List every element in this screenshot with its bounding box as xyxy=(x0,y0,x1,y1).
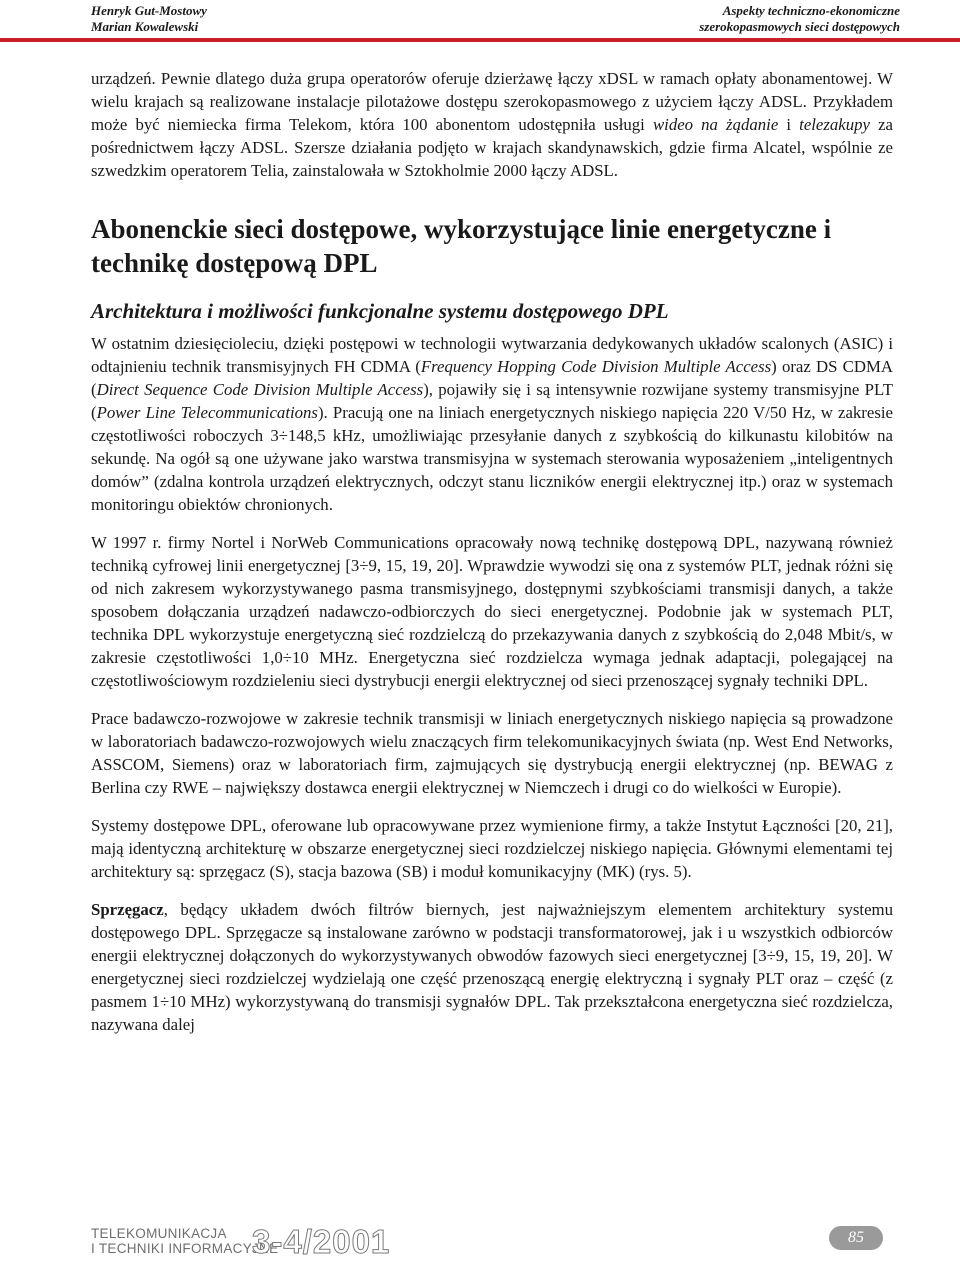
section-title: Abonenckie sieci dostępowe, wykorzystujące linie energetyczne i technikę dostępową DPL xyxy=(91,214,832,278)
body-paragraph xyxy=(91,707,893,799)
text-run: i xyxy=(778,115,800,134)
text-run: W ostatnim dziesięcioleciu, dzięki postępowi w technologii wytwarzania dedykowanych układów scalonych (ASIC) i odtajnieniu technik transmisyjnych FH CDMA ( xyxy=(91,334,893,376)
text-run: ), pojawiły się i są intensywnie rozwijane systemy transmisyjne PLT ( xyxy=(91,380,893,422)
article-body xyxy=(91,67,893,1051)
text-run: Prace badawczo-rozwojowe w zakresie technik transmisji w liniach energetycznych niskiego napięcia są prowadzone w laboratoriach badawczo-rozwojowych wielu znaczących firm telekomunikacyjnych świata (np. West End Networks, ASSCOM, Siemens) oraz w laboratoriach firm, zajmujących się dystrybucją energii elektrycznej (np. BEWAG z Berlina czy RWE – największy dostawca energii elektrycznej w Niemczech i drugi co do wielkości w Europie). xyxy=(91,709,893,797)
header-author: Henryk Gut-Mostowy xyxy=(91,3,207,18)
italic-term: Direct Sequence Code Division Multiple Access xyxy=(96,380,424,399)
magazine-name-line: TELEKOMUNIKACJA xyxy=(91,1226,227,1241)
header-author: Marian Kowalewski xyxy=(91,19,199,34)
body-paragraph xyxy=(91,332,893,516)
header-rule xyxy=(0,38,960,42)
magazine-name-line: I TECHNIKI INFORMACYJNE xyxy=(91,1241,279,1256)
body-paragraph xyxy=(91,531,893,692)
bold-term: Sprzęgacz xyxy=(91,900,164,919)
italic-term: wideo na żądanie xyxy=(652,115,779,134)
text-run: urządzeń. Pewnie dlatego duża grupa operatorów oferuje dzierżawę łączy xDSL w ramach opłaty abonamentowej. W wielu krajach są realizowane instalacje pilotażowe dostępu szerokopasmowego z użyciem łączy ADSL. Przykładem może być niemiecka firma Telekom, która 100 abonentom udostępniła usługi xyxy=(91,69,893,134)
body-paragraph xyxy=(91,814,893,883)
issue-number: 3-4/2001 xyxy=(252,1223,391,1260)
page-number-badge: 85 xyxy=(829,1226,883,1250)
magazine-name xyxy=(91,1226,278,1256)
text-run: za pośrednictwem łączy ADSL. Szersze działania podjęto w krajach skandynawskich, gdzie firma Alcatel, wspólnie ze szwedzkim operatorem Telia, zainstalowała w Sztokholmie 2000 łączy ADSL. xyxy=(91,115,893,180)
header-title-line: Aspekty techniczno-ekonomiczne xyxy=(722,3,900,18)
italic-term: Frequency Hopping Code Division Multiple Access xyxy=(420,357,772,376)
text-run: ) oraz DS CDMA ( xyxy=(91,357,894,399)
text-run: , będący układem dwóch filtrów biernych, jest najważniejszym elementem architektury systemu dostępowego DPL. Sprzęgacze są instalowane zarówno w podstacji transformatorowej, jak i u wszystkich odbiorców energii elektrycznej dołączonych do wykorzystywanych obwodów fazowych sieci energetycznej [3÷9, 15, 19, 20]. W energetycznej sieci rozdzielczej wydzielają one część przenoszącą energię elektryczną i sygnały PLT oraz – część (z pasmem 1÷10 MHz) wykorzystywaną do transmisji sygnałów DPL. Tak przekształcona energetyczna sieć rozdzielcza, nazywana dalej xyxy=(91,900,893,1034)
italic-term: Power Line Telecommunications xyxy=(96,403,318,422)
header-title-line: szerokopasmowych sieci dostępowych xyxy=(699,19,900,34)
intro-paragraph xyxy=(91,67,893,182)
subsection-title: Architektura i możliwości funkcjonalne systemu dostępowego DPL xyxy=(91,299,669,323)
text-run: W 1997 r. firmy Nortel i NorWeb Communications opracowały nową technikę dostępową DPL, nazywaną również techniką cyfrowej linii energetycznej [3÷9, 15, 19, 20]. Wprawdzie wywodzi się ona z systemów PLT, jednak różni się od nich zakresem wykorzystywanego pasma transmisyjnego, dostępnymi szybkościami transmisji danych, a także sposobem dołączania urządzeń nadawczo-odbiorczych do sieci energetycznej. Podobnie jak w systemach PLT, technika DPL wykorzystuje energetyczną sieć rozdzielczą do przekazywania danych z szybkością do 2,048 Mbit/s, w zakresie częstotliwości 1,0÷10 MHz. Energetyczna sieć rozdzielcza wymaga jednak adaptacji, polegającej na częstotliwościowym rozdzieleniu sieci dystrybucji energii elektrycznej od sieci przenoszącej sygnały techniki DPL. xyxy=(91,533,893,690)
header-authors xyxy=(91,3,207,35)
text-run: Systemy dostępowe DPL, oferowane lub opracowywane przez wymienione firmy, a także Instytut Łączności [20, 21], mają identyczną architekturę w obszarze energetycznej sieci rozdzielczej niskiego napięcia. Głównymi elementami tej architektury są: sprzęgacz (S), stacja bazowa (SB) i moduł komunikacyjny (MK) (rys. 5). xyxy=(91,816,893,881)
body-paragraph xyxy=(91,898,893,1036)
italic-term: telezakupy xyxy=(799,115,870,134)
page-footer xyxy=(0,1212,960,1263)
text-run: ). Pracują one na liniach energetycznych niskiego napięcia 220 V/50 Hz, w zakresie częstotliwości roboczych 3÷148,5 kHz, umożliwiając przesyłanie danych z szybkością do kilkunastu kilobitów na sekundę. Na ogół są one używane jako warstwa transmisyjna w systemach sterowania wyposażeniem „inteligentnych domów” (zdalna kontrola urządzeń elektrycznych, odczyt stanu liczników energii elektrycznej itp.) oraz w systemach monitoringu obiektów chronionych. xyxy=(91,403,893,514)
header-article-title xyxy=(699,3,900,35)
running-header xyxy=(0,0,960,44)
